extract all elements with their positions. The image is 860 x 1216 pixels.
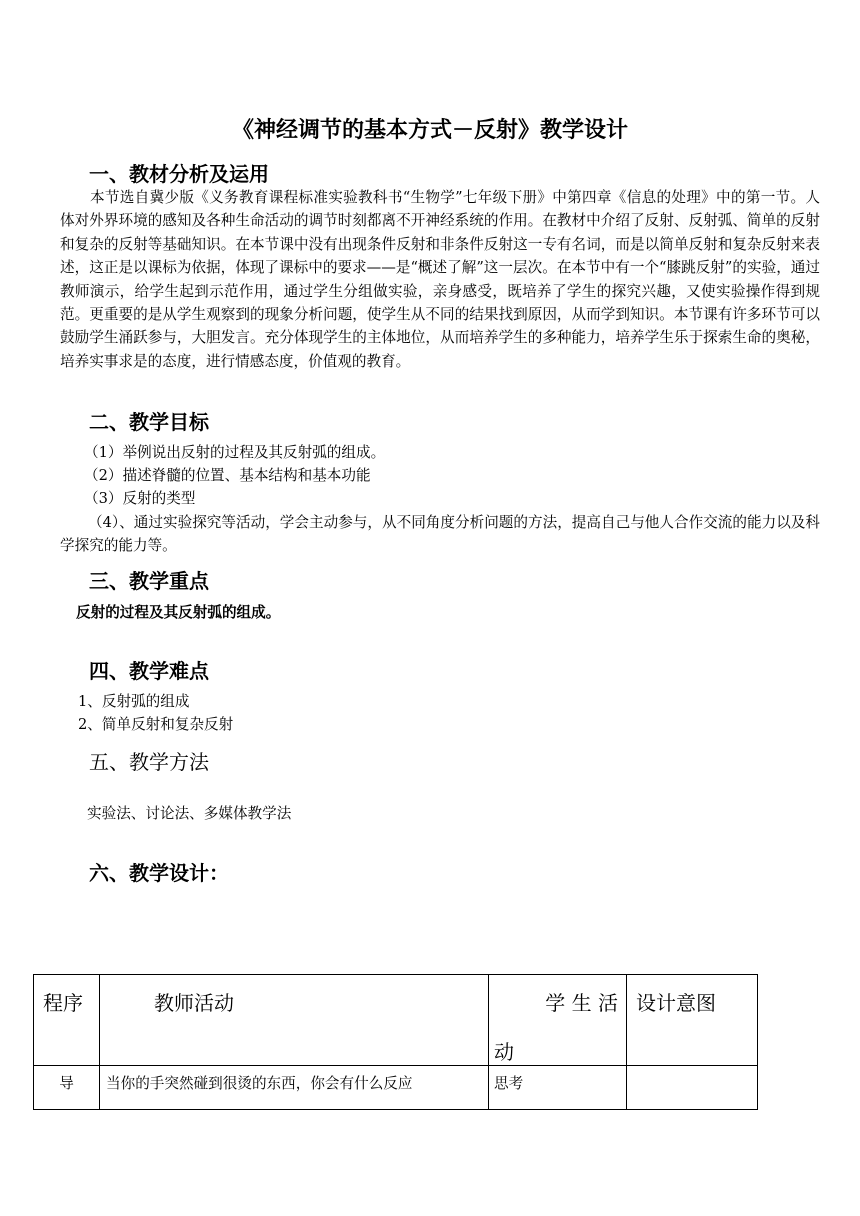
objective-item-3: （3）反射的类型 xyxy=(84,490,196,507)
row-intent-text xyxy=(627,1066,757,1072)
objective-item-2: （2）描述脊髓的位置、基本结构和基本功能 xyxy=(84,467,371,484)
header-step-label: 程序 xyxy=(43,991,83,1015)
section-heading-teaching-design: 六、教学设计： xyxy=(89,861,229,885)
section-heading-objectives: 二、教学目标 xyxy=(89,410,209,434)
row-step-text: 导 xyxy=(59,1075,74,1092)
section-heading-difficulties: 四、教学难点 xyxy=(89,659,209,683)
header-intent-label: 设计意图 xyxy=(636,991,716,1015)
difficulty-item-1: 1、反射弧的组成 xyxy=(78,693,190,710)
row-cell-student xyxy=(489,1066,627,1110)
row-teacher-text: 当你的手突然碰到很烫的东西，你会有什么反应 xyxy=(106,1075,413,1092)
row-student-text: 思考 xyxy=(494,1075,524,1092)
row-cell-step xyxy=(34,1066,100,1110)
section-heading-methods: 五、教学方法 xyxy=(89,750,209,774)
methods-text: 实验法、讨论法、多媒体教学法 xyxy=(87,805,292,822)
header-student-label-line1: 学 生 活 xyxy=(545,991,618,1015)
table-row xyxy=(34,1066,758,1110)
header-cell-intent xyxy=(627,975,758,1066)
textbook-analysis-paragraph: 本节选自冀少版《义务教育课程标准实验教科书“生物学”七年级下册》中第四章《信息的处理》中的第一节。人体对外界环境的感知及各种生命活动的调节时刻都离不开神经系统的作用。在教材中介绍了反射、反射弧、简单的反射和复杂的反射等基础知识。在本节课中没有出现条件反射和非条件反射这一专有名词，而是以简单反射和复杂反射来表述，这正是以课标为依据，体现了课标中的要求——是“概述了解”这一层次。在本节中有一个“膝跳反射”的实验，通过教师演示，给学生起到示范作用，通过学生分组做实验，亲身感受，既培养了学生的探究兴趣，又使实验操作得到规范。更重要的是从学生观察到的现象分析问题，使学生从不同的结果找到原因，从而学到知识。本节课有许多环节可以鼓励学生涌跃参与，大胆发言。充分体现学生的主体地位，从而培养学生的多种能力，培养学生乐于探索生命的奥秘，培养实事求是的态度，进行情感态度，价值观的教育。 xyxy=(60,189,820,370)
header-cell-student xyxy=(489,975,627,1066)
objective-item-1: （1）举例说出反射的过程及其反射弧的组成。 xyxy=(84,444,386,461)
key-points-text: 反射的过程及其反射弧的组成。 xyxy=(76,604,281,621)
table-header-row xyxy=(34,975,758,1066)
section-heading-key-points: 三、教学重点 xyxy=(89,569,209,593)
header-student-label-line2: 动 xyxy=(494,1040,514,1064)
teaching-design-table xyxy=(33,974,758,1110)
row-cell-intent xyxy=(627,1066,758,1110)
document-title: 《神经调节的基本方式－反射》教学设计 xyxy=(231,118,628,143)
header-teacher-label: 教师活动 xyxy=(154,991,234,1015)
header-cell-teacher xyxy=(100,975,489,1066)
objective-item-4: （4）、通过实验探究等活动，学会主动参与，从不同角度分析问题的方法，提高自己与他人合作交流的能力以及科学探究的能力等。 xyxy=(60,514,820,555)
row-cell-teacher xyxy=(100,1066,489,1110)
header-cell-step xyxy=(34,975,100,1066)
difficulty-item-2: 2、简单反射和复杂反射 xyxy=(78,716,234,733)
section-heading-textbook-analysis: 一、教材分析及运用 xyxy=(89,162,269,186)
